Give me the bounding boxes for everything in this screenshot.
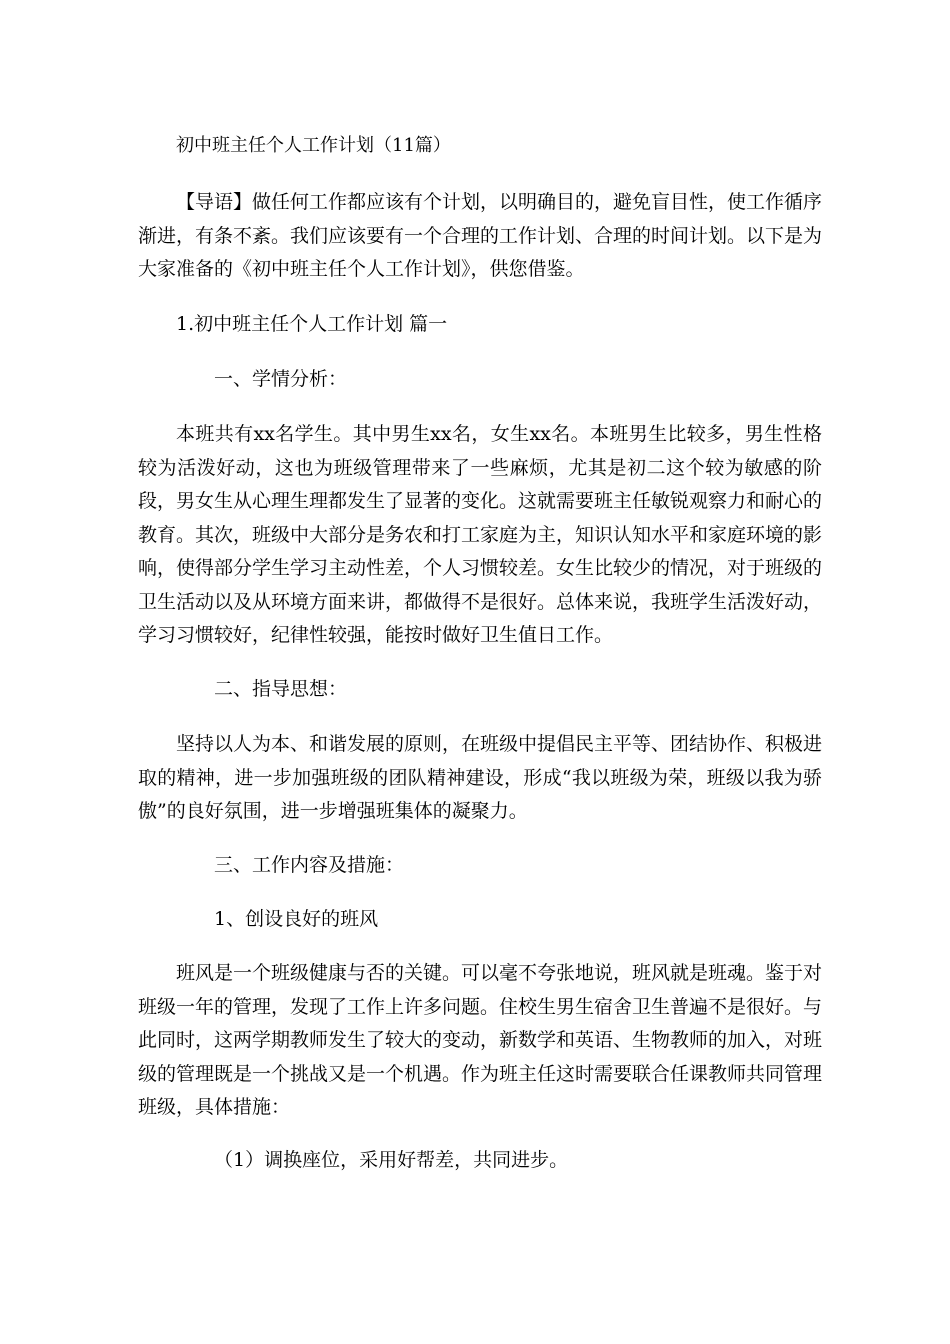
document-title: 初中班主任个人工作计划（11篇） <box>176 135 451 156</box>
heading-student-analysis: 一、学情分析： <box>214 368 348 390</box>
heading-guiding-ideology: 二、指导思想： <box>214 678 348 700</box>
section-1-title: 1.初中班主任个人工作计划 篇一 <box>176 313 448 335</box>
paragraph-class-spirit: 班风是一个班级健康与否的关键。可以毫不夸张地说，班风就是班魂。鉴于对班级一年的管理，发现了工作上许多问题。住校生男生宿舍卫生普遍不是很好。与此同时，这两学期教师发生了较大的变动，新数学和英语、生物教师的加入，对班级的管理既是一个挑战又是一个机遇。作为班主任这时需要联合任课教师共同管理班级，具体措施： <box>138 962 823 1118</box>
heading-work-content: 三、工作内容及措施： <box>214 854 405 876</box>
list-item-seat-change: （1）调换座位，采用好帮差，共同进步。 <box>214 1149 569 1171</box>
paragraph-guiding-ideology: 坚持以人为本、和谐发展的原则，在班级中提倡民主平等、团结协作、积极进取的精神，进一步加强班级的团队精神建设，形成“我以班级为荣，班级以我为骄傲”的良好氛围，进一步增强班集体的凝聚力。 <box>138 733 823 822</box>
subheading-class-spirit: 1、创设良好的班风 <box>214 908 379 930</box>
intro-paragraph: 【导语】做任何工作都应该有个计划，以明确目的，避免盲目性，使工作循序渐进，有条不紊。我们应该要有一个合理的工作计划、合理的时间计划。以下是为大家准备的《初中班主任个人工作计划》，供您借鉴。 <box>138 191 823 280</box>
paragraph-student-analysis: 本班共有xx名学生。其中男生xx名，女生xx名。本班男生比较多，男生性格较为活泼好动，这也为班级管理带来了一些麻烦，尤其是初二这个较为敏感的阶段，男女生从心理生理都发生了显著的变化。这就需要班主任敏锐观察力和耐心的教育。其次，班级中大部分是务农和打工家庭为主，知识认知水平和家庭环境的影响，使得部分学生学习主动性差，个人习惯较差。女生比较少的情况，对于班级的卫生活动以及从环境方面来讲，都做得不是很好。总体来说，我班学生活泼好动，学习习惯较好，纪律性较强，能按时做好卫生值日工作。 <box>138 423 823 646</box>
